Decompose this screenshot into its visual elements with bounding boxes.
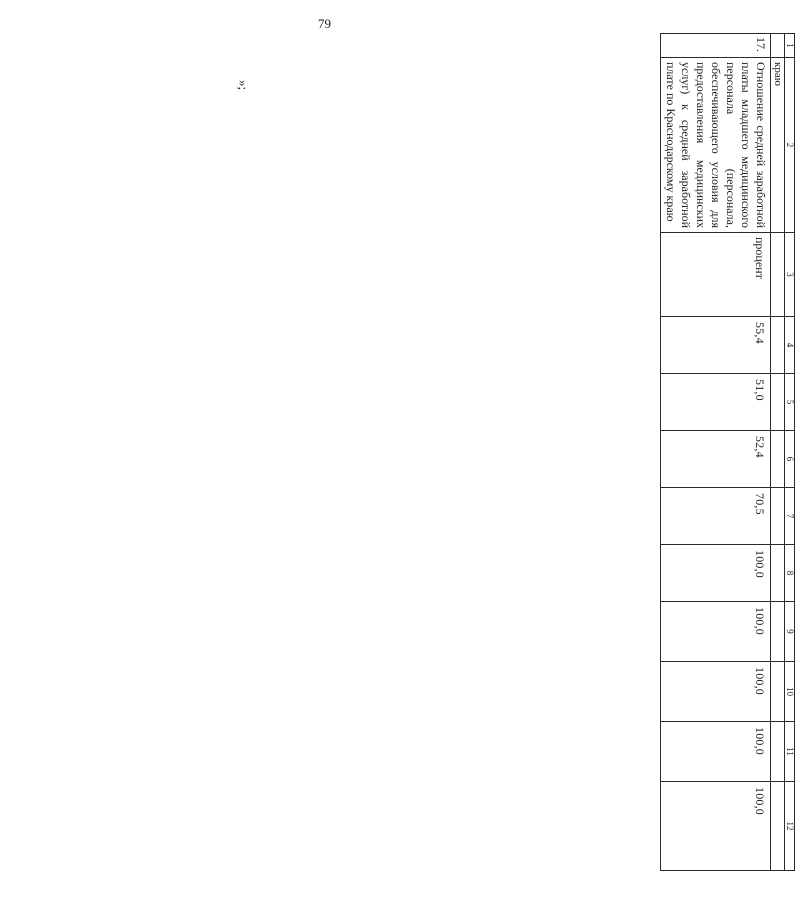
unit-of-measure: процент [661,233,771,317]
table-cell [771,374,785,431]
column-number: 11 [785,722,795,782]
value-cell: 55,4 [661,317,771,374]
value-cell: 100,0 [661,662,771,722]
value-cell: 100,0 [661,722,771,782]
indicator-table [660,33,795,871]
closing-quote-mark: »; [236,79,252,91]
table-cell [771,233,785,317]
table-cell [771,317,785,374]
indicator-description: Отношение средней заработной платы младшего медицинского персонала (персонала, обеспечивающего условия для предоставления медицинских услуг) к средней заработной плате по Краснодарскому краю [661,58,771,233]
page-number: 79 [318,16,331,31]
column-number: 10 [785,662,795,722]
table-cell [771,488,785,545]
table-cell [771,662,785,722]
continuation-row [771,34,785,871]
column-number: 9 [785,602,795,662]
column-number: 8 [785,545,795,602]
column-number: 7 [785,488,795,545]
value-cell: 70,5 [661,488,771,545]
rotated-table-container [663,33,795,870]
value-cell: 52,4 [661,431,771,488]
column-number: 3 [785,233,795,317]
value-cell: 51,0 [661,374,771,431]
table-cell [771,34,785,58]
column-number: 12 [785,782,795,871]
table-cell [771,431,785,488]
table-row [661,34,771,871]
column-number: 2 [785,58,795,233]
column-number: 4 [785,317,795,374]
value-cell: 100,0 [661,545,771,602]
table-cell [771,545,785,602]
table-cell [771,782,785,871]
column-number: 5 [785,374,795,431]
column-number: 1 [785,34,795,58]
column-number: 6 [785,431,795,488]
continuation-text: краю [771,58,785,233]
table-cell [771,722,785,782]
value-cell: 100,0 [661,602,771,662]
column-number-row [785,34,795,871]
row-number: 17. [661,34,771,58]
value-cell: 100,0 [661,782,771,871]
table-cell [771,602,785,662]
